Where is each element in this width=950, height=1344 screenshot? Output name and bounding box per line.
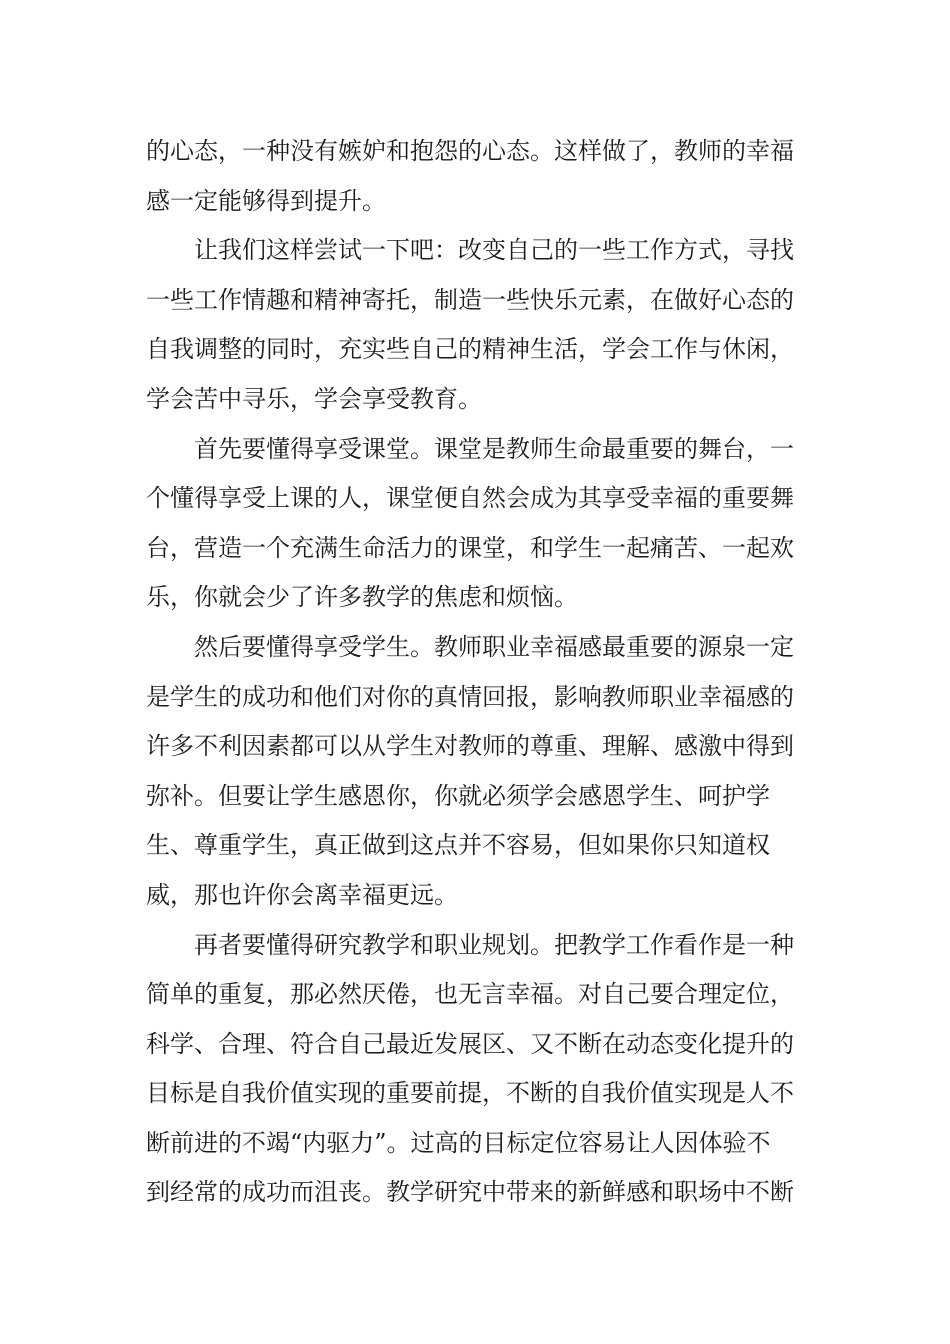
text-line: 的心态，一种没有嫉妒和抱怨的心态。这样做了，教师的幸福 <box>146 137 794 165</box>
text-line: 个懂得享受上课的人，课堂便自然会成为其享受幸福的重要舞 <box>146 484 794 513</box>
text-line: 感一定能够得到提升。 <box>146 186 386 215</box>
text-line: 首先要懂得享受课堂。课堂是教师生命最重要的舞台，一 <box>194 434 794 463</box>
document-body <box>146 127 798 1218</box>
text-line: 弥补。但要让学生感恩你，你就必须学会感恩学生、呵护学 <box>146 781 770 810</box>
text-line: 简单的重复，那必然厌倦，也无言幸福。对自己要合理定位， <box>146 980 794 1009</box>
text-line: 让我们这样尝试一下吧：改变自己的一些工作方式，寻找 <box>194 236 794 265</box>
text-line: 再者要懂得研究教学和职业规划。把教学工作看作是一种 <box>194 930 794 959</box>
text-line: 学会苦中寻乐，学会享受教育。 <box>146 384 482 413</box>
text-line: 然后要懂得享受学生。教师职业幸福感最重要的源泉一定 <box>194 632 794 661</box>
text-line: 威，那也许你会离幸福更远。 <box>146 880 458 909</box>
text-line: 目标是自我价值实现的重要前提，不断的自我价值实现是人不 <box>146 1079 794 1108</box>
text-line: 到经常的成功而沮丧。教学研究中带来的新鲜感和职场中不断 <box>146 1178 794 1207</box>
text-line: 生、尊重学生，真正做到这点并不容易，但如果你只知道权 <box>146 831 770 860</box>
text-line: 自我调整的同时，充实些自己的精神生活，学会工作与休闲， <box>146 335 794 364</box>
text-line: 许多不利因素都可以从学生对教师的尊重、理解、感激中得到 <box>146 732 794 761</box>
text-line: 断前进的不竭“内驱力”。过高的目标定位容易让人因体验不 <box>146 1128 771 1157</box>
text-line: 台，营造一个充满生命活力的课堂，和学生一起痛苦、一起欢 <box>146 533 794 562</box>
text-line: 一些工作情趣和精神寄托，制造一些快乐元素，在做好心态的 <box>146 285 794 314</box>
text-line: 乐，你就会少了许多教学的焦虑和烦恼。 <box>146 583 578 612</box>
text-line: 是学生的成功和他们对你的真情回报，影响教师职业幸福感的 <box>146 682 794 711</box>
text-line: 科学、合理、符合自己最近发展区、又不断在动态变化提升的 <box>146 1029 794 1058</box>
